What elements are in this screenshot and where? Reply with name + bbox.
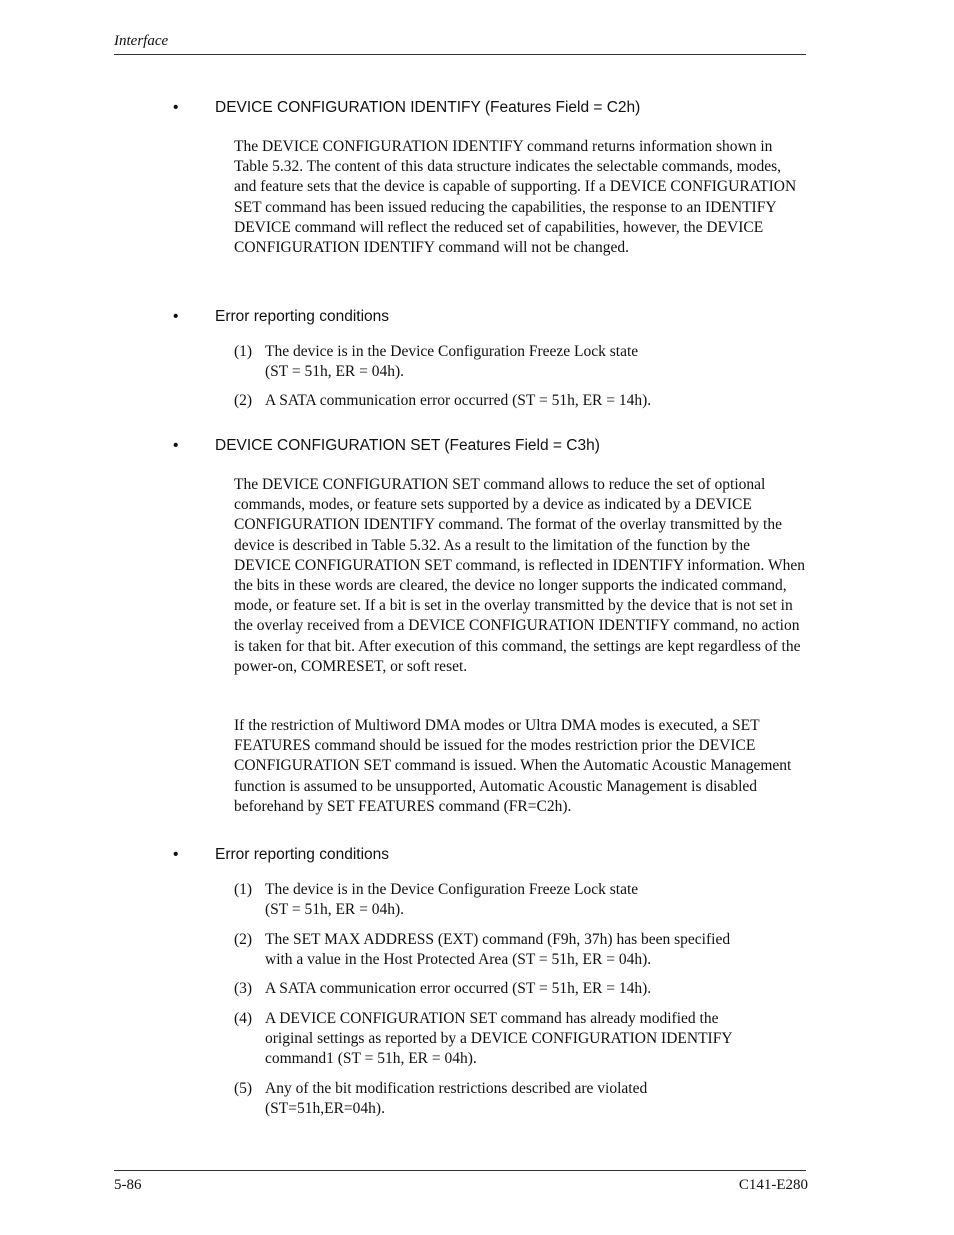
footer-rule xyxy=(114,1170,806,1171)
header-rule xyxy=(114,54,806,55)
item-text: The device is in the Device Configuration Freeze Lock state (ST = 51h, ER = 04h). xyxy=(265,881,639,919)
errors1-item-2 xyxy=(234,391,806,411)
item-number: (1) xyxy=(234,881,253,898)
bullet-icon: • xyxy=(173,846,179,863)
identify-paragraph: The DEVICE CONFIGURATION IDENTIFY command returns information shown in Table 5.32. The content of this data structure indicates the selectable commands, modes, and feature sets that the device is capable of supporting. If a DEVICE CONFIGURATION SET command has been issued reducing the capabilities, the response to an IDENTIFY DEVICE command will reflect the reduced set of capabilities, however, the DEVICE CONFIGURATION IDENTIFY command will not be changed. xyxy=(234,138,797,257)
set-heading-text: DEVICE CONFIGURATION SET (Features Field = C3h) xyxy=(215,437,600,454)
item-number: (2) xyxy=(234,392,253,409)
item-number: (1) xyxy=(234,343,253,360)
page-number: 5-86 xyxy=(114,1177,142,1193)
bullet-icon: • xyxy=(173,437,179,454)
bullet-icon: • xyxy=(173,99,179,116)
item-text: A SATA communication error occurred (ST = 51h, ER = 14h). xyxy=(265,980,652,997)
errors2-item-4 xyxy=(234,1009,806,1070)
item-text: A SATA communication error occurred (ST = 51h, ER = 14h). xyxy=(265,392,652,409)
bullet-icon: • xyxy=(173,308,179,325)
errors1-item-1 xyxy=(234,342,806,382)
bullet-errors2-heading xyxy=(173,845,389,865)
item-number: (2) xyxy=(234,931,253,948)
errors2-item-1 xyxy=(234,880,806,920)
item-number: (3) xyxy=(234,980,253,997)
bullet-set-heading xyxy=(173,436,600,456)
item-text: Any of the bit modification restrictions described are violated (ST=51h,ER=04h). xyxy=(265,1080,648,1118)
item-text: A DEVICE CONFIGURATION SET command has already modified the original settings as reported by a DEVICE CONFIGURATION IDENTIFY command1 (ST = 51h, ER = 04h). xyxy=(265,1010,733,1068)
errors2-item-5 xyxy=(234,1079,806,1119)
item-number: (5) xyxy=(234,1080,253,1097)
errors1-heading-text: Error reporting conditions xyxy=(215,308,390,325)
item-text: The SET MAX ADDRESS (EXT) command (F9h, 37h) has been specified with a value in the Host Protected Area (ST = 51h, ER = 04h). xyxy=(265,931,731,969)
set-paragraph-2: If the restriction of Multiword DMA modes or Ultra DMA modes is executed, a SET FEATURES command should be issued for the modes restriction prior the DEVICE CONFIGURATION SET command is issued. When the Automatic Acoustic Management function is assumed to be unsupported, Automatic Acoustic Management is disabled beforehand by SET FEATURES command (FR=C2h). xyxy=(234,717,792,815)
item-number: (4) xyxy=(234,1010,253,1027)
running-header: Interface xyxy=(114,33,169,49)
item-text: The device is in the Device Configuration Freeze Lock state (ST = 51h, ER = 04h). xyxy=(265,343,639,381)
errors2-item-3 xyxy=(234,979,806,999)
errors2-heading-text: Error reporting conditions xyxy=(215,846,390,863)
document-id: C141-E280 xyxy=(738,1177,808,1193)
set-paragraph-1: The DEVICE CONFIGURATION SET command allows to reduce the set of optional commands, modes, or feature sets supported by a device as indicated by a DEVICE CONFIGURATION IDENTIFY command. The format of the overlay transmitted by the device is described in Table 5.32. As a result to the limitation of the function by the DEVICE CONFIGURATION SET command, is reflected in IDENTIFY information. When the bits in these words are cleared, the device no longer supports the indicated command, mode, or feature set. If a bit is set in the overlay transmitted by the device that is not set in the overlay received from a DEVICE CONFIGURATION IDENTIFY command, no action is taken for that bit. After execution of this command, the settings are kept regardless of the power-on, COMRESET, or soft reset. xyxy=(234,476,805,675)
bullet-errors1-heading xyxy=(173,307,389,327)
errors2-item-2 xyxy=(234,930,806,970)
identify-heading-text: DEVICE CONFIGURATION IDENTIFY (Features Field = C2h) xyxy=(215,99,641,116)
bullet-identify-heading xyxy=(173,98,640,118)
